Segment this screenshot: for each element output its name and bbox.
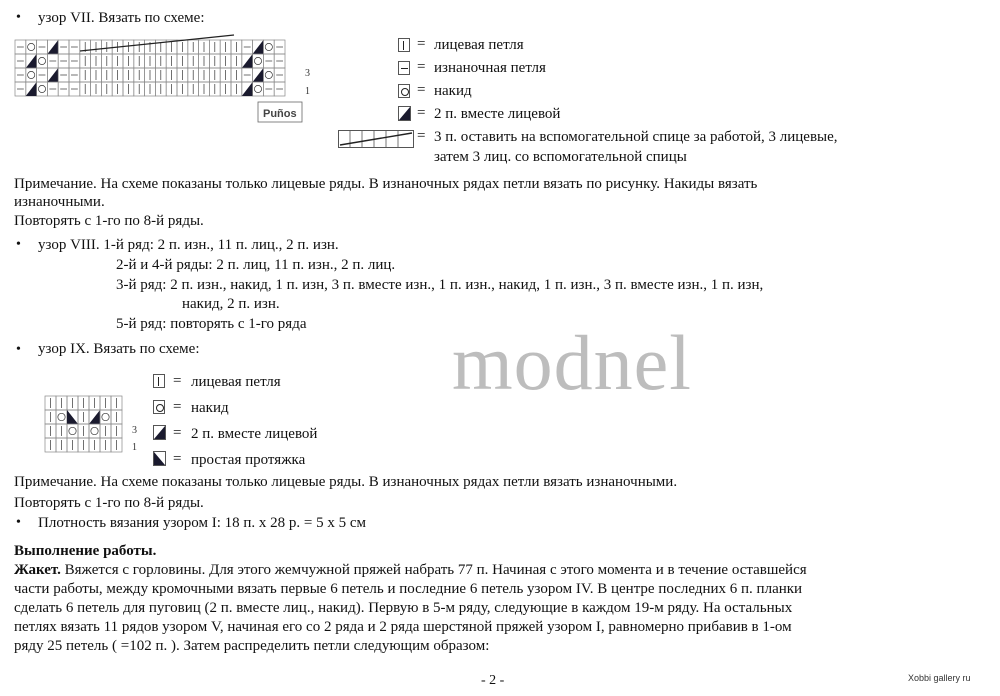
chart-grid [15,35,285,96]
cable-label-cont: затем 3 лиц. со вспомогательной спицы [434,149,687,165]
legend-label: накид [434,83,472,99]
pattern-viii-row1: узор VIII. 1-й ряд: 2 п. изн., 11 п. лиц., 2 п. изн. [38,237,339,253]
paragraph-line: сделать 6 петель для пуговиц (2 п. вместе лиц., накид). Первую в 5-м ряду, следующие в каждом 19-м ряду. На остальных [14,600,793,616]
paragraph-line: части работы, между кромочными вязать первые 6 петель и последние 6 петель узором IV. В центре последних 6 п. планки [14,581,803,597]
paragraph-line [14,561,807,579]
density-text: Плотность вязания узором I: 18 п. х 28 р. = 5 х 5 см [38,515,367,531]
legend-label: простая протяжка [191,452,306,468]
row-label-1: 1 [132,442,137,453]
page-number: - 2 - [481,673,505,688]
jacket-label: Жакет. [14,562,61,578]
cable-label: 3 п. оставить на вспомогательной спице за работой, 3 лицевые, [434,129,838,145]
repeat-text: Повторять с 1-го по 8-й ряды. [14,213,204,229]
knit-stitch-icon [398,38,410,52]
pattern-viii-row3: 3-й ряд: 2 п. изн., накид, 1 п. изн, 3 п. вместе изн., 1 п. изн., накид, 1 п. изн., 3 п. вместе изн., 1 п. изн, [116,277,764,293]
watermark: modnel [452,319,692,406]
row-label-3: 3 [305,68,310,79]
cable-icon [338,130,414,148]
bullet: • [16,237,21,252]
legend-label: накид [191,400,229,416]
repeat-text: Повторять с 1-го по 8-й ряды. [14,495,204,511]
ssk-icon [153,451,166,466]
note-text: Примечание. На схеме показаны только лицевые ряды. В изнаночных рядах петли вязать изнаночными. [14,474,678,490]
bullet: • [16,342,21,357]
yarn-over-icon [153,400,165,414]
yarn-over-icon [398,84,410,98]
paragraph-text: Вяжется с горловины. Для этого жемчужной пряжей набрать 77 п. Начиная с этого момента и в течение оставшейся [60,562,807,578]
legend-label: 2 п. вместе лицевой [191,426,318,442]
legend-label: лицевая петля [434,37,524,53]
note-text: Примечание. На схеме показаны только лицевые ряды. В изнаночных рядах петли вязать по рисунку. Накиды вязать [14,176,758,192]
pattern-viii-row3-cont: накид, 2 п. изн. [182,296,280,312]
section-title-ix: узор IX. Вязать по схеме: [38,341,200,357]
work-heading: Выполнение работы. [14,543,157,559]
legend-label: изнаночная петля [434,60,546,76]
knit-stitch-icon [153,374,165,388]
chart-pattern-ix [44,390,144,460]
row-label-1: 1 [305,86,310,97]
paragraph-line: ряду 25 петель ( =102 п. ). Затем распределить петли следующим образом: [14,638,490,654]
chart-pattern-vii [14,34,314,124]
note-text-cont: изнаночными. [14,194,105,210]
purl-stitch-icon [398,61,410,75]
equals-sign: = [417,36,426,52]
chart-grid [45,396,122,452]
pattern-viii-row2: 2-й и 4-й ряды: 2 п. лиц, 11 п. изн., 2 п. лиц. [116,257,396,273]
legend-label: лицевая петля [191,374,281,390]
k2tog-icon [398,106,411,121]
footer-site: Xobbi gallery ru [908,673,971,683]
k2tog-icon [153,425,166,440]
legend-label: 2 п. вместе лицевой [434,106,561,122]
paragraph-line: петлях вязать 11 рядов узором V, начиная его со 2 ряда и 2 ряда шерстяной пряжей узором I, равномерно прибавив в 1-ом [14,619,792,635]
section-title-vii: узор VII. Вязать по схеме: [38,10,205,26]
bullet: • [16,515,21,530]
row-label-3: 3 [132,425,137,436]
bullet: • [16,10,21,25]
punos-label: Puños [263,108,297,120]
pattern-viii-row5: 5-й ряд: повторять с 1-го ряда [116,316,307,332]
